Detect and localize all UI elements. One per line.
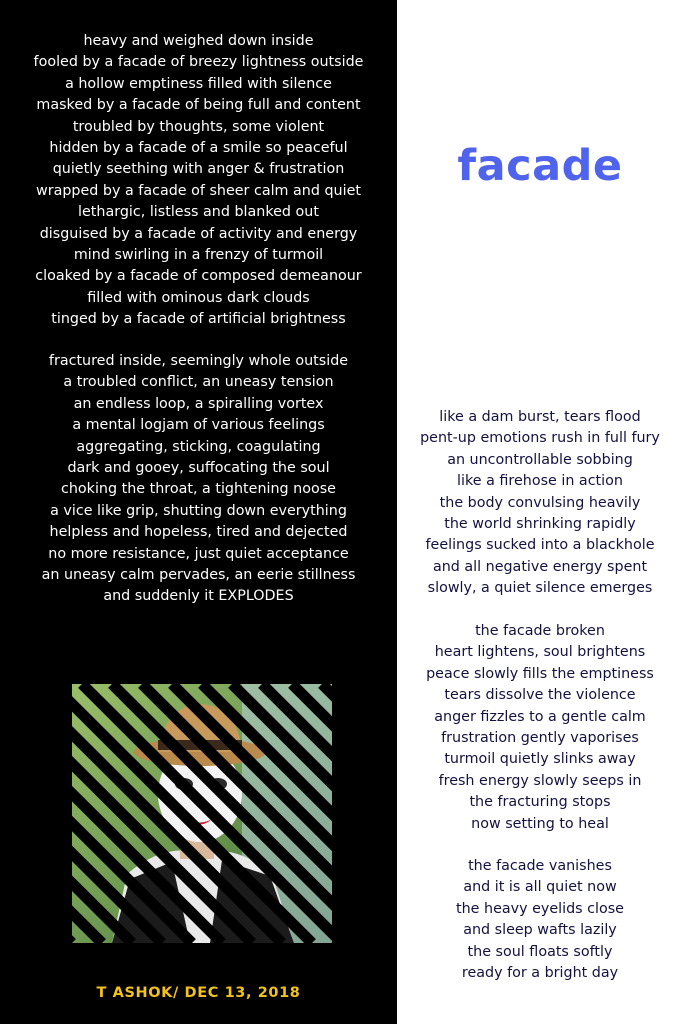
- author-date-credit: T ASHOK/ DEC 13, 2018: [96, 985, 301, 1001]
- poem-line: a mental logjam of various feelings: [72, 417, 325, 434]
- poem-line: like a firehose in action: [457, 473, 623, 490]
- poem-line: ready for a bright day: [461, 965, 619, 982]
- poem-line: the soul floats softly: [467, 943, 613, 960]
- poem-line: an uncontrollable sobbing: [447, 451, 633, 468]
- poem-line: fractured inside, seemingly whole outside: [48, 353, 349, 369]
- poem-line: and suddenly it EXPLODES: [103, 588, 294, 605]
- right-stanza-1: [397, 407, 683, 600]
- mime-portrait-image: [72, 684, 332, 943]
- poem-line: mind swirling in a frenzy of turmoil: [73, 247, 324, 264]
- poem-line: wrapped by a facade of sheer calm and quiet: [36, 182, 361, 199]
- right-stanza-2: [397, 621, 683, 835]
- poem-line: a vice like grip, shutting down everything: [50, 502, 347, 519]
- poem-line: a troubled conflict, an uneasy tension: [63, 374, 334, 391]
- poem-line: frustration gently vaporises: [441, 730, 639, 747]
- poem-line: turmoil quietly slinks away: [444, 751, 636, 768]
- poem-line: lethargic, listless and blanked out: [78, 204, 319, 221]
- poem-line: and all negative energy spent: [432, 558, 648, 575]
- poem-line: anger fizzles to a gentle calm: [434, 708, 646, 725]
- poem-line: fresh energy slowly seeps in: [438, 772, 642, 789]
- poem-line: hidden by a facade of a smile so peaceful: [49, 140, 348, 157]
- poem-line: the fracturing stops: [469, 794, 611, 811]
- poem-line: tinged by a facade of artificial brightness: [51, 311, 346, 328]
- poem-line: troubled by thoughts, some violent: [72, 118, 325, 135]
- poem-line: heart lightens, soul brightens: [434, 644, 646, 661]
- poem-line: the facade broken: [475, 623, 605, 639]
- right-stanza-3: [397, 856, 683, 984]
- poem-line: an endless loop, a spiralling vortex: [73, 395, 324, 412]
- poem-line: disguised by a facade of activity and energy: [39, 225, 358, 242]
- left-stanza-2: [0, 351, 397, 608]
- poem-line: the heavy eyelids close: [456, 900, 624, 917]
- poem-line: feelings sucked into a blackhole: [425, 537, 655, 554]
- poem-line: now setting to heal: [471, 815, 609, 832]
- poem-line: slowly, a quiet silence emerges: [427, 580, 653, 597]
- poem-line: peace slowly fills the emptiness: [426, 665, 654, 682]
- poem-line: no more resistance, just quiet acceptance: [48, 545, 349, 562]
- poem-line: and it is all quiet now: [463, 879, 617, 896]
- poem-line: pent-up emotions rush in full fury: [420, 430, 660, 447]
- poem-line: and sleep wafts lazily: [463, 922, 617, 939]
- poem-line: heavy and weighed down inside: [83, 33, 314, 49]
- poem-line: like a dam burst, tears flood: [439, 409, 641, 425]
- poem-title: facade: [457, 141, 623, 191]
- poem-line: the body convulsing heavily: [439, 494, 641, 511]
- poem-line: the world shrinking rapidly: [444, 516, 636, 533]
- poem-line: an uneasy calm pervades, an eerie stillness: [41, 567, 356, 584]
- poem-line: fooled by a facade of breezy lightness outside: [33, 54, 364, 71]
- left-stanza-1: [0, 31, 397, 331]
- poem-line: cloaked by a facade of composed demeanour: [35, 268, 362, 285]
- poem-line: choking the throat, a tightening noose: [61, 481, 336, 498]
- poem-line: quietly seething with anger & frustration: [52, 161, 345, 178]
- poem-line: the facade vanishes: [468, 858, 612, 874]
- poem-line: masked by a facade of being full and content: [36, 97, 361, 114]
- poem-line: helpless and hopeless, tired and dejected: [49, 524, 348, 541]
- poem-line: filled with ominous dark clouds: [87, 289, 310, 306]
- poem-line: a hollow emptiness filled with silence: [65, 75, 332, 92]
- poem-line: dark and gooey, suffocating the soul: [67, 460, 330, 477]
- poem-line: aggregating, sticking, coagulating: [76, 438, 321, 455]
- poem-line: tears dissolve the violence: [444, 687, 636, 704]
